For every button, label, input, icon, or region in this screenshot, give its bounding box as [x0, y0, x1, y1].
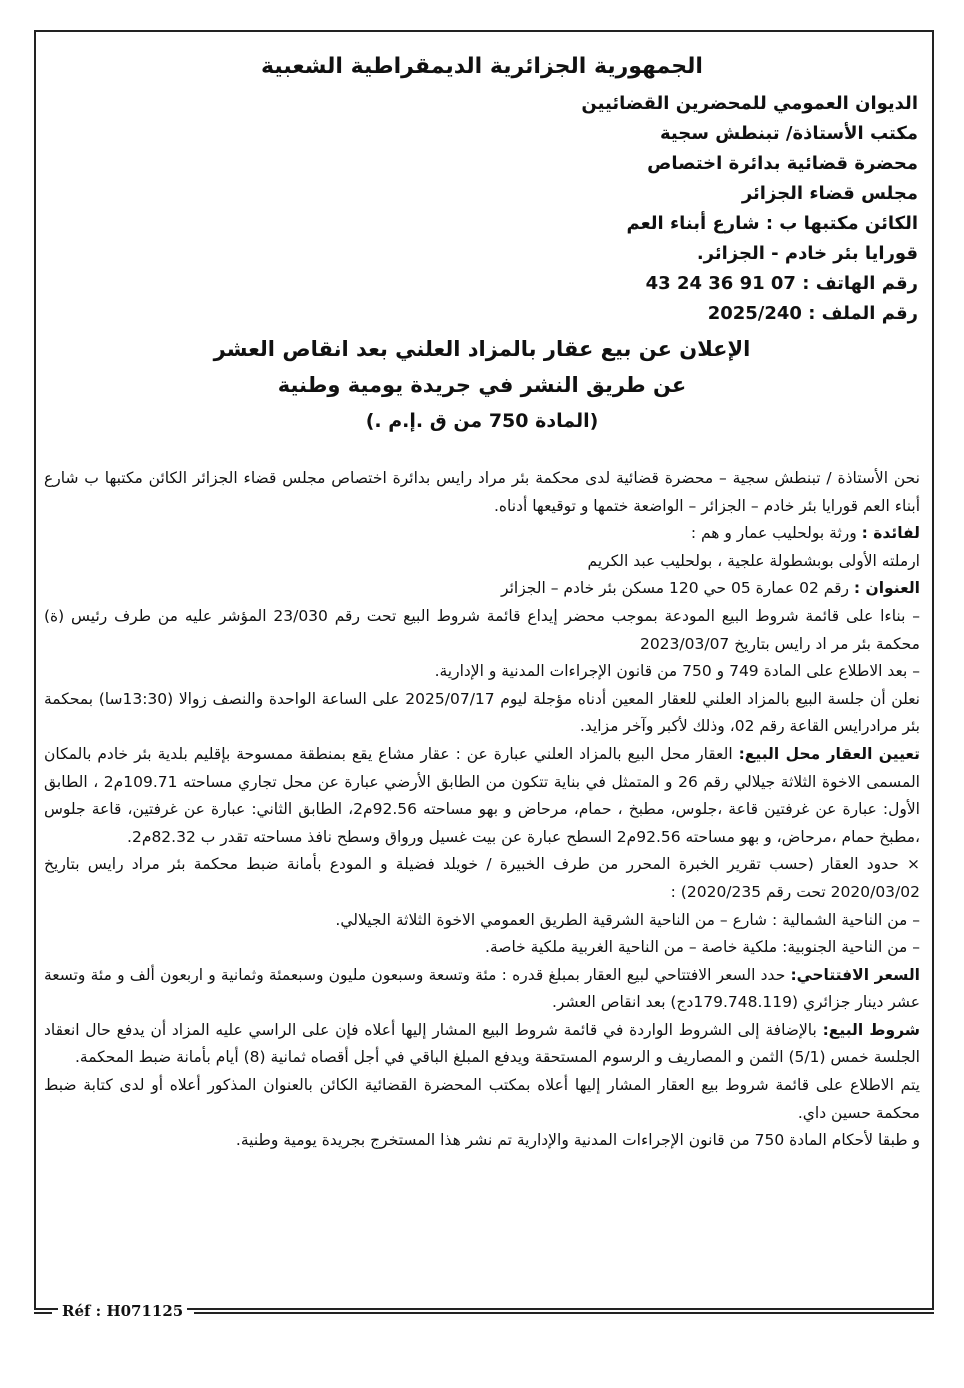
office-name: الديوان العمومي للمحضرين القضائيين — [581, 93, 918, 114]
beneficiary-label: لفائدة : — [861, 524, 920, 543]
property-paragraph — [44, 741, 920, 851]
reference-code: Réf : H071125 — [58, 1302, 187, 1320]
bounds-south-west: – من الناحية الجنوبية: ملكية خاصة – من الناحية الغربية ملكية خاصة. — [485, 938, 920, 957]
beneficiary-text: ورثة بولحليب عمار و هم : — [690, 524, 857, 543]
bounds-intro: × حدود العقار (حسب تقرير الخبرة المحرر من طرف الخبيرة / خويلد فضيلة و المودع بأمانة ضبط محكمة بئر مراد رايس بتاريخ 2020/03/02 تحت رقم 2020/235) : — [44, 855, 920, 901]
property-label: تعيين العقار محل البيع: — [738, 744, 920, 763]
notice-title-article: (المادة 750 من ق .إ.م .) — [365, 410, 599, 432]
footer-rule-right — [194, 1312, 934, 1314]
price-label: السعر الافتتاحي: — [790, 965, 920, 984]
phone-line — [40, 269, 924, 299]
beneficiary-line — [44, 520, 920, 548]
property-text: العقار محل البيع بالمزاد العلني عبارة عن : عقار مشاع يقع بمنطقة ممسوحة بإقليم بلدية بئر خادم بالمكان المسمى الاخوة الثلاثة جيلالي رقم 26 و المتمثل في بناية تتكون من الطابق الأرضي عبارة عن محل تجاري مساحته 109.71م2 ، الطابق الأول: عبارة عن غرفتين قاعة ،جلوس، مطبخ ، حمام، مرحاض و بهو مساحته 92.56م2، الطابق الثاني: عبارة عن غرفتين، قاعة جلوس ،مطبخ حمام ،مرحاض، و بهو مساحته 92.56م2 السطح عبارة عن بيت غسيل ورواق وسطح نافذ مساحته تقدر ب 82.32م2. — [44, 744, 920, 846]
file-label: رقم الملف : — [808, 303, 918, 324]
closing-paragraph: و طبقا لأحكام المادة 750 من قانون الإجراءات المدنية والإدارية تم نشر هذا المستخرج بجريدة يومية وطنية. — [235, 1131, 920, 1150]
conditions-paragraph — [44, 1017, 920, 1072]
heirs-line: ارملته الأولى بوبشطولة علجية ، بولحليب عبد الكريم — [587, 551, 920, 570]
address-text: رقم 02 عمارة 05 حي 120 مسكن بئر خادم – الجزائر — [501, 579, 849, 598]
file-line — [40, 299, 924, 329]
address-label: العنوان : — [853, 579, 920, 598]
basis-paragraph-2: – بعد الاطلاع على المادة 749 و 750 من قانون الإجراءات المدنية و الإدارية. — [434, 662, 920, 681]
file-value: 2025/240 — [707, 303, 802, 324]
bounds-north-east: – من الناحية الشمالية : شارع – من الناحية الشرقية الطريق العمومي الاخوة الثلاثة الجيلالي. — [335, 910, 920, 929]
phone-value: 43 24 36 91 07 — [645, 273, 796, 294]
notice-title-2: عن طريق النشر في جريدة يومية وطنية — [277, 373, 687, 397]
conditions-text: بالإضافة إلى الشروط الواردة في قائمة شروط البيع المشار إليها أعلاه فإن على الراسي عليه المزاد أن يدفع حال انعقاد الجلسة خمس (5/1) الثمن و المصاريف و الرسوم المستحقة ويدفع المبلغ الباقي في أجل أقصاه ثمانية (8) أيام بأمانة ضبط المحكمة. — [44, 1020, 920, 1067]
court-council: مجلس قضاء الجزائر — [741, 183, 918, 204]
conditions-label: شروط البيع: — [822, 1020, 920, 1039]
notice-content — [40, 38, 924, 1155]
reference-footer — [34, 1300, 934, 1324]
consult-paragraph: يتم الاطلاع على قائمة شروط بيع العقار المشار إليها أعلاه بمكتب المحضرة القضائية الكائن بالعنوان المذكور أعلاه أو لدى كتابة ضبط محكمة حسين داي. — [44, 1076, 920, 1122]
address-line — [44, 575, 920, 603]
phone-label: رقم الهاتف : — [802, 273, 918, 294]
price-paragraph — [44, 962, 920, 1017]
basis-paragraph-1: – بناءا على قائمة شروط البيع المودعة بموجب محضر إيداع قائمة شروط البيع تحت رقم 23/030 المؤشر عليه من طرف رئيس (ة) محكمة بئر مر اد رايس بتاريخ 2023/03/07 — [44, 606, 920, 653]
price-text: حدد السعر الافتتاحي لبيع العقار بمبلغ قدره : مئة وتسعة وسبعون مليون وسبعمئة وثمانية و اربعون ألف و مئة وتسعة عشر دينار جزائري (179.748.119دج) بعد انقاص العشر. — [44, 965, 920, 1012]
notice-body — [40, 465, 924, 1155]
office-address-2: قورايا بئر خادم - الجزائر. — [696, 243, 918, 264]
jurisdiction-line: محضرة قضائية بدائرة اختصاص — [647, 153, 918, 174]
footer-rule-left — [34, 1312, 52, 1314]
office-address-1: الكائن مكتبها ب : شارع أبناء العم — [626, 213, 918, 234]
bailiff-office: مكتب الأستاذة/ تبنطش سجية — [659, 123, 918, 144]
announce-paragraph: نعلن أن جلسة البيع بالمزاد العلني للعقار المعين أدناه مؤجلة ليوم 2025/07/17 على الساعة الواحدة والنصف زوالا (13:30سا) بمحكمة بئر مرادرايس القاعة رقم 02، وذلك لأكبر وآخر مزايد. — [44, 689, 920, 736]
intro-paragraph: نحن الأستاذة / تبنطش سجية – محضرة قضائية لدى محكمة بئر مراد رايس بدائرة اختصاص مجلس قضاء الجزائر الكائن مكتبها ب شارع أبناء العم قورايا بئر خادم – الجزائر – الواضعة ختمها و توقيعها أدناه. — [44, 469, 920, 515]
republic-heading: الجمهورية الجزائرية الديمقراطية الشعبية — [261, 54, 703, 79]
notice-title-1: الإعلان عن بيع عقار بالمزاد العلني بعد انقاص العشر — [213, 337, 751, 361]
